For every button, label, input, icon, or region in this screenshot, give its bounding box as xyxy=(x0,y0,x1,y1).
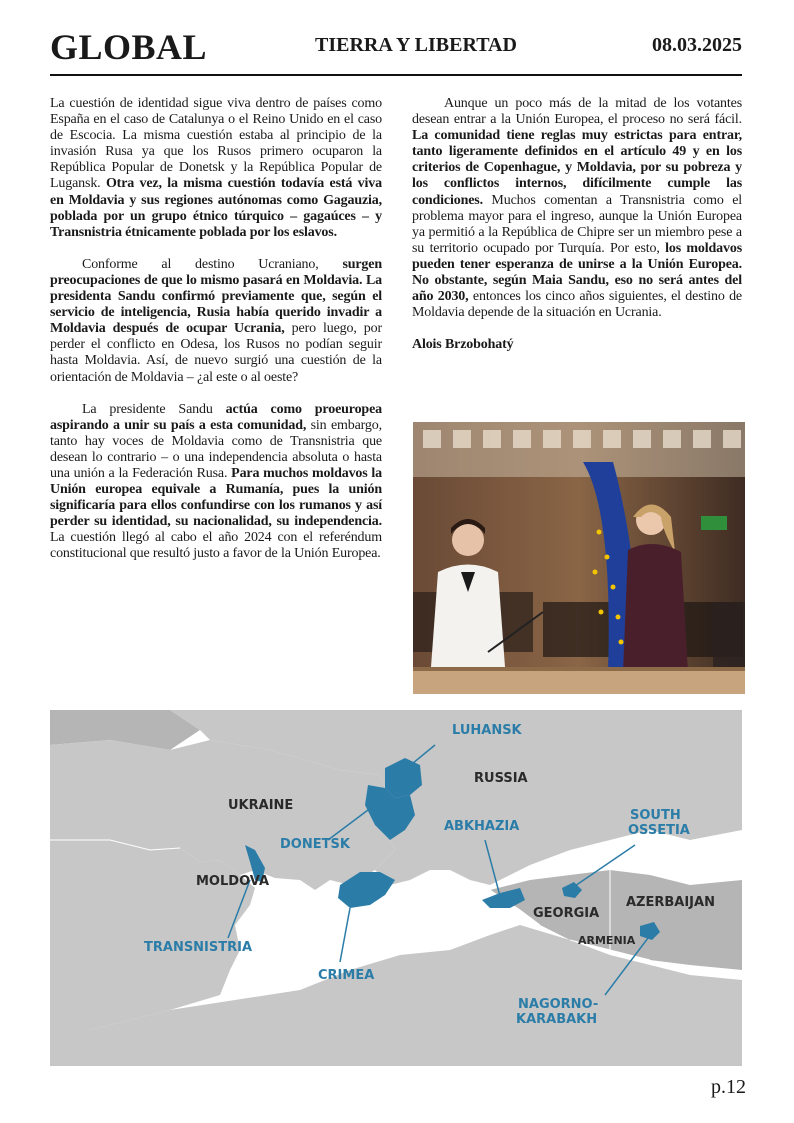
label-luhansk: LUHANSK xyxy=(452,723,522,738)
article-column-left xyxy=(50,96,382,579)
label-crimea: CRIMEA xyxy=(318,968,375,983)
paragraph-text: La presidente Sandu xyxy=(82,401,226,417)
paragraph-text: La cuestión de identidad sigue viva dentro de países como España en el caso de Catalunya o el Reino Unido en el caso de Escocia. La misma cuestión estaba al principio de la invasión Rusa ya que los Rusos primero ocuparon la República Popular de Donetsk y la República Popular de Lugansk. xyxy=(50,96,382,192)
paragraph-text: Aunque un poco más de la mitad de los votantes desean entrar a la Unión Europea, el proceso no será fácil. xyxy=(412,96,742,128)
author-byline: Alois Brzobohatý xyxy=(412,337,514,353)
paragraph xyxy=(50,257,382,386)
label-karabakh: KARABAKH xyxy=(516,1012,598,1027)
paragraph-emphasis: surgen preocupaciones de que lo mismo pasará en Moldavia. La presidenta Sandu confirmó previamente que, según el servicio de inteligencia, Rusia había querido invadir a Moldavia después de ocupar Ucrania, xyxy=(50,256,382,337)
paragraph-text: entonces los cinco años siguientes, el destino de Moldavia depende de la situación en Ucrania. xyxy=(412,289,742,321)
label-armenia: ARMENIA xyxy=(578,934,636,947)
label-transnistria: TRANSNISTRIA xyxy=(144,940,253,955)
paragraph-text: sin embargo, tanto hay voces de Moldavia como de Transnistria que desean lo contrario – o una independencia absoluta o hasta una unión a la Federación Rusa. xyxy=(50,417,382,481)
paragraph-text: La cuestión llegó al cabo el año 2024 con el referéndum constitucional que resultó justo a favor de la Unión Europea. xyxy=(50,530,382,562)
label-ukraine: UKRAINE xyxy=(228,798,294,813)
page-number: p.12 xyxy=(711,1076,746,1098)
label-south: SOUTH xyxy=(630,808,681,823)
paragraph xyxy=(50,96,382,241)
paragraph xyxy=(412,96,742,321)
section-name: GLOBAL xyxy=(50,27,208,67)
paragraph-text: Muchos comentan a Transnistria como el problema mayor para el ingreso, aunque la Unión Europea ya permitió a la República de Chipre ser un miembro pese a su territorio ocupado por Turquía. Por esto, xyxy=(412,192,742,256)
label-azerbaijan: AZERBAIJAN xyxy=(626,895,715,910)
label-russia: RUSSIA xyxy=(474,771,528,786)
label-moldova: MOLDOVA xyxy=(196,874,270,889)
label-ossetia: OSSETIA xyxy=(628,823,690,838)
paragraph-emphasis: Otra vez, la misma cuestión todavía está viva en Moldavia y sus regiones autónomas como Gagauzia, poblada por un grupo étnico túrquico – gagaúces – y Transnistria étnicamente poblada por los eslavos. xyxy=(50,176,382,240)
page-header xyxy=(50,24,742,76)
paragraph-text: Conforme al destino Ucraniano, xyxy=(82,256,343,272)
exit-sign-icon xyxy=(701,516,727,530)
label-georgia: GEORGIA xyxy=(533,906,600,921)
paragraph-emphasis: los moldavos pueden tener esperanza de unirse a la Unión Europea. No obstante, según Maia Sandu, eso no será antes del año 2030, xyxy=(412,240,743,305)
photo-illustration xyxy=(413,422,745,694)
article-column-right xyxy=(412,96,742,353)
conflict-regions-map xyxy=(50,710,742,1066)
region-map xyxy=(50,710,742,1066)
issue-date: 08.03.2025 xyxy=(652,34,742,56)
paragraph-emphasis: La comunidad tiene reglas muy estrictas para entrar, tanto ligeramente definidos en el artículo 49 y en los criterios de Copenhague, y Moldavia, por su pobreza y los conflictos internos, difícilmente cumple las condiciones. xyxy=(412,128,742,208)
paragraph xyxy=(50,402,382,563)
paragraph-emphasis: Para muchos moldavos la Unión europea equivale a Rumanía, pues la unión significaría para ellos confundirse con los rumanos y así perder su identidad, su nacionalidad, su independencia. xyxy=(50,465,382,530)
publication-title: TIERRA Y LIBERTAD xyxy=(315,34,517,56)
article-photo xyxy=(413,422,745,694)
label-abkhazia: ABKHAZIA xyxy=(444,819,520,834)
label-nagorno: NAGORNO- xyxy=(518,997,599,1012)
label-donetsk: DONETSK xyxy=(280,837,350,852)
paragraph-text: pero luego, por perder el conflicto en Odesa, los Rusos no podían seguir hasta Moldavia. Así, de nuevo surgió una cuestión de la orientación de Moldavia – ¿al este o al oeste? xyxy=(50,321,382,385)
paragraph-emphasis: actúa como proeuropea aspirando a unir su país a esta comunidad, xyxy=(50,401,382,433)
